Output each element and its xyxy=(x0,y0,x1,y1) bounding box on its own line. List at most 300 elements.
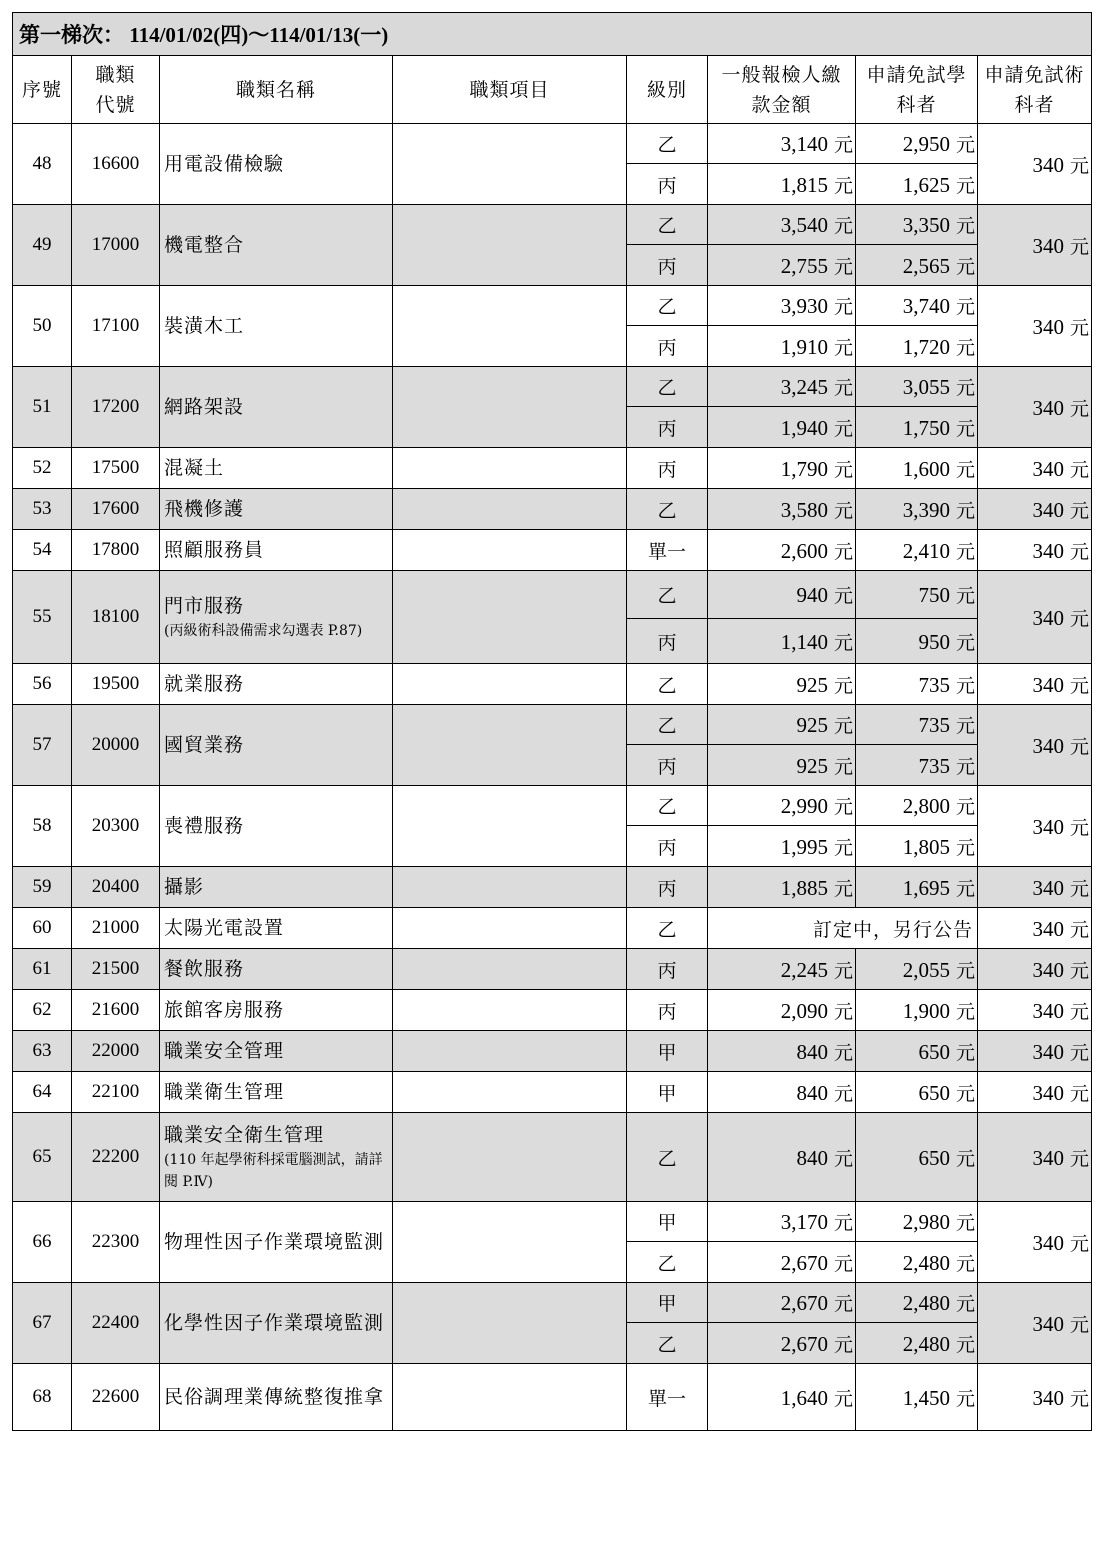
job-name: 裝潢木工 xyxy=(164,315,245,337)
cell-name xyxy=(160,286,393,367)
written-value: 2,410 xyxy=(902,538,950,563)
cell-seq: 56 xyxy=(13,664,72,705)
cell-general-fee xyxy=(708,245,856,286)
cell-general-fee xyxy=(708,1242,856,1283)
written-value: 650 xyxy=(918,1039,950,1064)
cell-grade: 乙 xyxy=(627,1323,708,1364)
practical-unit: 元 xyxy=(1069,735,1089,758)
cell-exempt-written xyxy=(856,205,978,245)
practical-unit: 元 xyxy=(1069,316,1089,339)
cell-item xyxy=(393,867,627,908)
fee-table xyxy=(12,12,1092,1431)
cell-item xyxy=(393,1072,627,1113)
fee-unit: 元 xyxy=(833,836,853,859)
cell-code: 17200 xyxy=(72,367,160,448)
cell-seq: 58 xyxy=(13,786,72,867)
written-unit: 元 xyxy=(955,1000,975,1023)
cell-item xyxy=(393,990,627,1031)
cell-item xyxy=(393,530,627,571)
cell-exempt-practical xyxy=(978,1364,1092,1431)
written-value: 2,480 xyxy=(902,1250,950,1275)
cell-item xyxy=(393,205,627,286)
cell-exempt-practical xyxy=(978,124,1092,205)
job-name: 喪禮服務 xyxy=(164,815,245,837)
cell-grade: 乙 xyxy=(627,286,708,326)
cell-exempt-written xyxy=(856,1031,978,1072)
cell-grade: 丙 xyxy=(627,826,708,867)
cell-seq: 66 xyxy=(13,1202,72,1283)
written-unit: 元 xyxy=(955,796,975,818)
cell-exempt-practical xyxy=(978,205,1092,286)
cell-seq: 67 xyxy=(13,1283,72,1364)
cell-item xyxy=(393,448,627,489)
cell-code: 21000 xyxy=(72,908,160,949)
practical-value: 340 xyxy=(1032,1311,1064,1336)
job-name: 物理性因子作業環境監測 xyxy=(164,1231,385,1253)
cell-seq: 62 xyxy=(13,990,72,1031)
table-row xyxy=(13,949,1092,990)
cell-general-fee xyxy=(708,664,856,705)
cell-exempt-practical xyxy=(978,908,1092,949)
written-unit: 元 xyxy=(955,540,975,563)
cell-item xyxy=(393,1202,627,1283)
fee-unit: 元 xyxy=(833,417,853,440)
fee-value: 1,790 xyxy=(780,456,828,481)
practical-unit: 元 xyxy=(1069,540,1089,563)
cell-name xyxy=(160,867,393,908)
written-unit: 元 xyxy=(955,585,975,607)
written-value: 650 xyxy=(918,1080,950,1105)
written-unit: 元 xyxy=(955,377,975,399)
cell-name xyxy=(160,990,393,1031)
cell-general-fee xyxy=(708,1202,856,1242)
cell-general-fee xyxy=(708,530,856,571)
job-name: 民俗調理業傳統整復推拿 xyxy=(164,1386,385,1408)
fee-unit: 元 xyxy=(833,1147,853,1170)
written-unit: 元 xyxy=(955,1041,975,1064)
cell-code: 22000 xyxy=(72,1031,160,1072)
practical-unit: 元 xyxy=(1069,674,1089,697)
cell-code: 17500 xyxy=(72,448,160,489)
fee-value: 925 xyxy=(796,672,828,697)
cell-seq: 60 xyxy=(13,908,72,949)
table-row xyxy=(13,1113,1092,1202)
fee-value: 1,815 xyxy=(780,172,828,197)
written-value: 1,720 xyxy=(902,334,950,359)
written-value: 750 xyxy=(918,583,950,607)
cell-grade: 丙 xyxy=(627,245,708,286)
written-value: 650 xyxy=(918,1145,950,1170)
cell-grade: 單一 xyxy=(627,1364,708,1431)
table-row xyxy=(13,1072,1092,1113)
cell-seq: 50 xyxy=(13,286,72,367)
cell-grade: 丙 xyxy=(627,745,708,786)
cell-item xyxy=(393,571,627,664)
fee-unit: 元 xyxy=(833,1293,853,1315)
written-value: 735 xyxy=(918,672,950,697)
cell-item xyxy=(393,1364,627,1431)
cell-item xyxy=(393,664,627,705)
table-row xyxy=(13,448,1092,489)
cell-exempt-written xyxy=(856,1242,978,1283)
practical-value: 340 xyxy=(1032,1385,1064,1410)
cell-general-fee xyxy=(708,448,856,489)
cell-item xyxy=(393,705,627,786)
header-exempt-practical: 申請免試術科者 xyxy=(978,56,1092,124)
cell-general-fee xyxy=(708,949,856,990)
cell-grade: 乙 xyxy=(627,908,708,949)
table-row xyxy=(13,664,1092,705)
cell-name xyxy=(160,1031,393,1072)
cell-code: 22400 xyxy=(72,1283,160,1364)
written-unit: 元 xyxy=(955,836,975,859)
fee-unit: 元 xyxy=(833,1082,853,1105)
written-unit: 元 xyxy=(955,174,975,197)
written-unit: 元 xyxy=(955,1387,975,1410)
practical-unit: 元 xyxy=(1069,1147,1089,1170)
table-row xyxy=(13,1031,1092,1072)
cell-exempt-written xyxy=(856,619,978,664)
practical-unit: 元 xyxy=(1069,877,1089,900)
cell-grade: 甲 xyxy=(627,1072,708,1113)
job-name: 就業服務 xyxy=(164,673,245,695)
cell-general-fee xyxy=(708,124,856,164)
written-value: 2,980 xyxy=(902,1210,950,1234)
cell-code: 22200 xyxy=(72,1113,160,1202)
fee-value: 1,995 xyxy=(780,834,828,859)
written-unit: 元 xyxy=(955,215,975,237)
cell-name xyxy=(160,571,393,664)
practical-value: 340 xyxy=(1032,152,1064,177)
table-row xyxy=(13,367,1092,407)
written-unit: 元 xyxy=(955,715,975,737)
practical-unit: 元 xyxy=(1069,397,1089,420)
cell-exempt-written xyxy=(856,448,978,489)
cell-exempt-practical xyxy=(978,571,1092,664)
cell-exempt-written xyxy=(856,826,978,867)
job-name: 機電整合 xyxy=(164,234,245,256)
table-row xyxy=(13,867,1092,908)
cell-grade: 丙 xyxy=(627,326,708,367)
cell-name xyxy=(160,1202,393,1283)
written-unit: 元 xyxy=(955,631,975,654)
cell-exempt-practical xyxy=(978,949,1092,990)
table-row xyxy=(13,1202,1092,1242)
fee-value: 925 xyxy=(796,713,828,737)
written-unit: 元 xyxy=(955,1293,975,1315)
cell-code: 17600 xyxy=(72,489,160,530)
fee-unit: 元 xyxy=(833,1212,853,1234)
fee-unit: 元 xyxy=(833,715,853,737)
cell-code: 20400 xyxy=(72,867,160,908)
cell-grade: 乙 xyxy=(627,124,708,164)
written-value: 735 xyxy=(918,753,950,778)
cell-code: 22100 xyxy=(72,1072,160,1113)
table-row xyxy=(13,489,1092,530)
fee-value: 1,940 xyxy=(780,415,828,440)
practical-unit: 元 xyxy=(1069,499,1089,522)
job-name: 化學性因子作業環境監測 xyxy=(164,1312,385,1334)
practical-value: 340 xyxy=(1032,672,1064,697)
fee-value: 2,990 xyxy=(780,794,828,818)
fee-unit: 元 xyxy=(833,959,853,982)
cell-code: 20300 xyxy=(72,786,160,867)
fee-value: 3,540 xyxy=(780,213,828,237)
practical-value: 340 xyxy=(1032,1080,1064,1105)
practical-unit: 元 xyxy=(1069,154,1089,177)
cell-general-fee xyxy=(708,619,856,664)
written-unit: 元 xyxy=(955,755,975,778)
cell-name xyxy=(160,949,393,990)
written-value: 1,695 xyxy=(902,875,950,900)
written-value: 2,950 xyxy=(902,132,950,156)
written-unit: 元 xyxy=(955,336,975,359)
job-name: 飛機修護 xyxy=(164,498,245,520)
written-value: 1,600 xyxy=(902,456,950,481)
practical-unit: 元 xyxy=(1069,1041,1089,1064)
practical-unit: 元 xyxy=(1069,458,1089,481)
cell-exempt-practical xyxy=(978,1072,1092,1113)
cell-pending: 訂定中，另行公告 xyxy=(708,908,978,949)
cell-general-fee xyxy=(708,826,856,867)
fee-value: 2,670 xyxy=(780,1331,828,1356)
practical-value: 340 xyxy=(1032,957,1064,982)
cell-item xyxy=(393,949,627,990)
fee-value: 2,670 xyxy=(780,1291,828,1315)
cell-exempt-written xyxy=(856,1283,978,1323)
fee-value: 3,930 xyxy=(780,294,828,318)
session-title: 第一梯次： 114/01/02(四)～114/01/13(一) xyxy=(13,13,1092,56)
header-seq: 序號 xyxy=(13,56,72,124)
job-name: 太陽光電設置 xyxy=(164,917,285,939)
cell-exempt-written xyxy=(856,489,978,530)
cell-name xyxy=(160,1113,393,1202)
written-unit: 元 xyxy=(955,134,975,156)
written-unit: 元 xyxy=(955,1252,975,1275)
cell-general-fee xyxy=(708,407,856,448)
job-name: 餐飲服務 xyxy=(164,958,245,980)
header-grade: 級別 xyxy=(627,56,708,124)
fee-unit: 元 xyxy=(833,255,853,278)
written-value: 1,750 xyxy=(902,415,950,440)
cell-grade: 乙 xyxy=(627,1113,708,1202)
fee-unit: 元 xyxy=(833,336,853,359)
cell-seq: 53 xyxy=(13,489,72,530)
job-name: 門市服務 xyxy=(164,595,245,617)
fee-value: 925 xyxy=(796,753,828,778)
cell-item xyxy=(393,286,627,367)
cell-exempt-practical xyxy=(978,786,1092,867)
written-value: 1,450 xyxy=(902,1385,950,1410)
practical-unit: 元 xyxy=(1069,1313,1089,1336)
practical-unit: 元 xyxy=(1069,1082,1089,1105)
practical-value: 340 xyxy=(1032,605,1064,630)
header-exempt-written: 申請免試學科者 xyxy=(856,56,978,124)
cell-grade: 丙 xyxy=(627,619,708,664)
cell-code: 22600 xyxy=(72,1364,160,1431)
practical-value: 340 xyxy=(1032,395,1064,420)
cell-general-fee xyxy=(708,786,856,826)
cell-exempt-written xyxy=(856,990,978,1031)
cell-name xyxy=(160,205,393,286)
fee-value: 1,140 xyxy=(780,629,828,654)
cell-exempt-written xyxy=(856,664,978,705)
practical-value: 340 xyxy=(1032,538,1064,563)
written-value: 2,480 xyxy=(902,1331,950,1356)
cell-grade: 丙 xyxy=(627,448,708,489)
cell-exempt-written xyxy=(856,286,978,326)
table-row xyxy=(13,286,1092,326)
cell-exempt-written xyxy=(856,1113,978,1202)
cell-grade: 乙 xyxy=(627,705,708,745)
table-row xyxy=(13,1364,1092,1431)
written-value: 3,350 xyxy=(902,213,950,237)
table-row xyxy=(13,990,1092,1031)
written-value: 1,900 xyxy=(902,998,950,1023)
written-value: 3,055 xyxy=(902,375,950,399)
practical-value: 340 xyxy=(1032,814,1064,839)
written-value: 2,055 xyxy=(902,957,950,982)
written-unit: 元 xyxy=(955,1147,975,1170)
cell-general-fee xyxy=(708,367,856,407)
written-value: 2,800 xyxy=(902,794,950,818)
title-row xyxy=(13,13,1092,56)
cell-code: 17100 xyxy=(72,286,160,367)
fee-value: 940 xyxy=(796,583,828,607)
cell-item xyxy=(393,1113,627,1202)
table-row xyxy=(13,1283,1092,1323)
job-name: 攝影 xyxy=(164,876,205,898)
fee-unit: 元 xyxy=(833,377,853,399)
table-row xyxy=(13,786,1092,826)
cell-seq: 55 xyxy=(13,571,72,664)
cell-code: 17800 xyxy=(72,530,160,571)
fee-unit: 元 xyxy=(833,499,853,522)
fee-unit: 元 xyxy=(833,877,853,900)
fee-unit: 元 xyxy=(833,796,853,818)
table-row xyxy=(13,124,1092,164)
cell-code: 21500 xyxy=(72,949,160,990)
cell-exempt-written xyxy=(856,571,978,619)
written-unit: 元 xyxy=(955,1333,975,1356)
cell-exempt-practical xyxy=(978,1031,1092,1072)
fee-value: 2,090 xyxy=(780,998,828,1023)
written-unit: 元 xyxy=(955,417,975,440)
practical-value: 340 xyxy=(1032,233,1064,258)
cell-grade: 乙 xyxy=(627,571,708,619)
cell-seq: 52 xyxy=(13,448,72,489)
table-row xyxy=(13,530,1092,571)
fee-value: 1,885 xyxy=(780,875,828,900)
cell-exempt-written xyxy=(856,245,978,286)
cell-grade: 丙 xyxy=(627,164,708,205)
cell-name xyxy=(160,1072,393,1113)
cell-exempt-practical xyxy=(978,664,1092,705)
cell-exempt-practical xyxy=(978,1283,1092,1364)
job-name: 職業安全管理 xyxy=(164,1040,285,1062)
cell-name xyxy=(160,786,393,867)
cell-code: 18100 xyxy=(72,571,160,664)
written-value: 1,625 xyxy=(902,172,950,197)
cell-name xyxy=(160,124,393,205)
fee-unit: 元 xyxy=(833,174,853,197)
cell-seq: 65 xyxy=(13,1113,72,1202)
written-value: 735 xyxy=(918,713,950,737)
cell-name xyxy=(160,448,393,489)
practical-unit: 元 xyxy=(1069,918,1089,941)
fee-unit: 元 xyxy=(833,585,853,607)
cell-seq: 57 xyxy=(13,705,72,786)
cell-exempt-written xyxy=(856,1202,978,1242)
fee-unit: 元 xyxy=(833,631,853,654)
cell-item xyxy=(393,489,627,530)
cell-item xyxy=(393,1031,627,1072)
cell-seq: 68 xyxy=(13,1364,72,1431)
cell-name xyxy=(160,1364,393,1431)
job-name: 職業安全衛生管理 xyxy=(164,1124,325,1146)
practical-unit: 元 xyxy=(1069,1387,1089,1410)
fee-unit: 元 xyxy=(833,1000,853,1023)
cell-code: 21600 xyxy=(72,990,160,1031)
job-note: (110 年起學術科採電腦測試，請詳閱 P.Ⅳ) xyxy=(164,1152,383,1190)
practical-unit: 元 xyxy=(1069,1232,1089,1255)
cell-general-fee xyxy=(708,1283,856,1323)
cell-exempt-practical xyxy=(978,1202,1092,1283)
cell-grade: 乙 xyxy=(627,367,708,407)
cell-grade: 丙 xyxy=(627,990,708,1031)
table-row xyxy=(13,908,1092,949)
cell-item xyxy=(393,908,627,949)
cell-grade: 甲 xyxy=(627,1202,708,1242)
cell-item xyxy=(393,124,627,205)
cell-seq: 64 xyxy=(13,1072,72,1113)
header-general-fee: 一般報檢人繳款金額 xyxy=(708,56,856,124)
cell-grade: 乙 xyxy=(627,1242,708,1283)
written-unit: 元 xyxy=(955,296,975,318)
written-value: 3,390 xyxy=(902,497,950,522)
fee-unit: 元 xyxy=(833,296,853,318)
header-item: 職類項目 xyxy=(393,56,627,124)
cell-grade: 丙 xyxy=(627,867,708,908)
practical-unit: 元 xyxy=(1069,816,1089,839)
cell-exempt-practical xyxy=(978,990,1092,1031)
cell-general-fee xyxy=(708,1031,856,1072)
cell-grade: 乙 xyxy=(627,786,708,826)
cell-grade: 乙 xyxy=(627,489,708,530)
cell-exempt-practical xyxy=(978,867,1092,908)
job-name: 旅館客房服務 xyxy=(164,999,285,1021)
cell-grade: 乙 xyxy=(627,664,708,705)
written-value: 1,805 xyxy=(902,834,950,859)
fee-unit: 元 xyxy=(833,1387,853,1410)
cell-seq: 63 xyxy=(13,1031,72,1072)
cell-exempt-written xyxy=(856,164,978,205)
cell-exempt-practical xyxy=(978,367,1092,448)
cell-item xyxy=(393,786,627,867)
practical-value: 340 xyxy=(1032,1039,1064,1064)
practical-value: 340 xyxy=(1032,875,1064,900)
practical-value: 340 xyxy=(1032,456,1064,481)
cell-name xyxy=(160,705,393,786)
job-name: 用電設備檢驗 xyxy=(164,153,285,175)
fee-unit: 元 xyxy=(833,1041,853,1064)
cell-general-fee xyxy=(708,745,856,786)
written-unit: 元 xyxy=(955,959,975,982)
job-name: 網路架設 xyxy=(164,396,245,418)
fee-value: 3,140 xyxy=(780,132,828,156)
fee-value: 3,580 xyxy=(780,497,828,522)
cell-exempt-practical xyxy=(978,530,1092,571)
